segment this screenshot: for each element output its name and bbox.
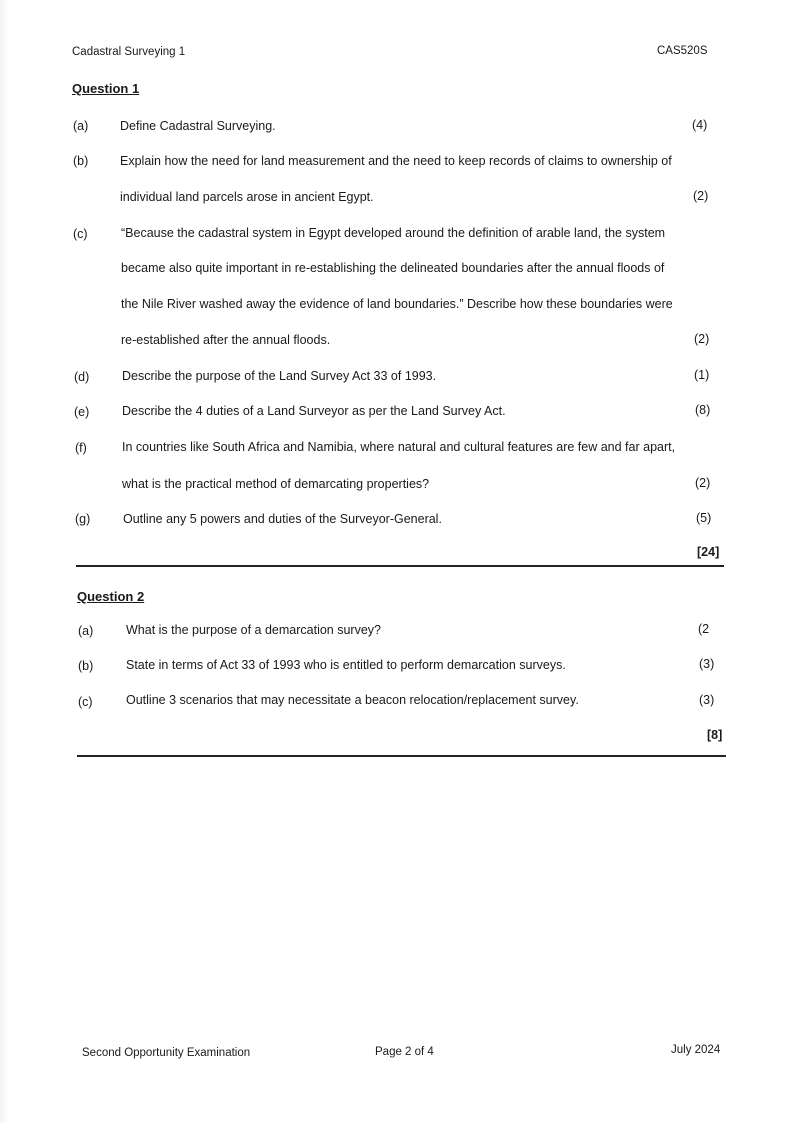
q1-g-marks: (5) — [696, 511, 712, 525]
q1-c-line-1: “Because the cadastral system in Egypt developed around the definition of arable land, the system — [121, 226, 666, 240]
q1-f-label: (f) — [75, 441, 87, 455]
q2-a-line-1: What is the purpose of a demarcation survey? — [126, 623, 381, 637]
q1-g-line-1: Outline any 5 powers and duties of the Surveyor-General. — [123, 512, 442, 526]
q1-d-line-1: Describe the purpose of the Land Survey Act 33 of 1993. — [122, 369, 437, 383]
q1-g-label: (g) — [75, 512, 91, 526]
footer-page: Page 2 of 4 — [375, 1046, 434, 1058]
q1-b-line-2: individual land parcels arose in ancient Egypt. — [120, 190, 374, 204]
q2-c-marks: (3) — [699, 693, 715, 707]
q2-a-label: (a) — [78, 624, 94, 638]
q1-c-line-4: re-established after the annual floods. — [121, 333, 331, 347]
q2-divider — [77, 755, 726, 757]
question-1-title: Question 1 — [72, 81, 140, 96]
q2-total: [8] — [707, 728, 723, 742]
q1-b-line-1: Explain how the need for land measurement and the need to keep records of claims to ownership of — [120, 154, 672, 168]
q1-b-label: (b) — [73, 154, 89, 168]
q1-b-marks: (2) — [693, 189, 709, 203]
q1-c-label: (c) — [73, 227, 88, 241]
q2-c-label: (c) — [78, 695, 93, 709]
q1-divider — [76, 565, 724, 567]
q1-total: [24] — [697, 545, 720, 559]
q1-c-line-3: the Nile River washed away the evidence of land boundaries.” Describe how these boundaries were — [121, 297, 673, 311]
q1-e-label: (e) — [74, 405, 90, 419]
q1-f-line-1: In countries like South Africa and Namibia, where natural and cultural features are few and far apart, — [122, 440, 676, 454]
q1-a-label: (a) — [73, 119, 89, 133]
header-code: CAS520S — [657, 45, 708, 57]
header-course: Cadastral Surveying 1 — [72, 46, 186, 58]
footer-date: July 2024 — [671, 1044, 721, 1056]
footer-exam: Second Opportunity Examination — [82, 1047, 251, 1059]
question-2-title: Question 2 — [77, 589, 145, 604]
q1-a-marks: (4) — [692, 118, 708, 132]
q1-d-label: (d) — [74, 370, 90, 384]
q2-b-line-1: State in terms of Act 33 of 1993 who is entitled to perform demarcation surveys. — [126, 658, 566, 672]
q1-f-line-2: what is the practical method of demarcating properties? — [122, 477, 430, 491]
q1-d-marks: (1) — [694, 368, 710, 382]
q1-e-line-1: Describe the 4 duties of a Land Surveyor as per the Land Survey Act. — [122, 404, 506, 418]
q2-b-marks: (3) — [699, 657, 715, 671]
q1-a-line-1: Define Cadastral Surveying. — [120, 119, 276, 133]
q1-f-marks: (2) — [695, 476, 711, 490]
q1-e-marks: (8) — [695, 403, 711, 417]
q2-c-line-1: Outline 3 scenarios that may necessitate a beacon relocation/replacement survey. — [126, 693, 579, 707]
q2-a-marks: (2 — [698, 622, 710, 636]
q2-b-label: (b) — [78, 659, 94, 673]
q1-c-marks: (2) — [694, 332, 710, 346]
scan-edge — [0, 0, 8, 1123]
q1-c-line-2: became also quite important in re-establishing the delineated boundaries after the annual floods of — [121, 261, 665, 275]
